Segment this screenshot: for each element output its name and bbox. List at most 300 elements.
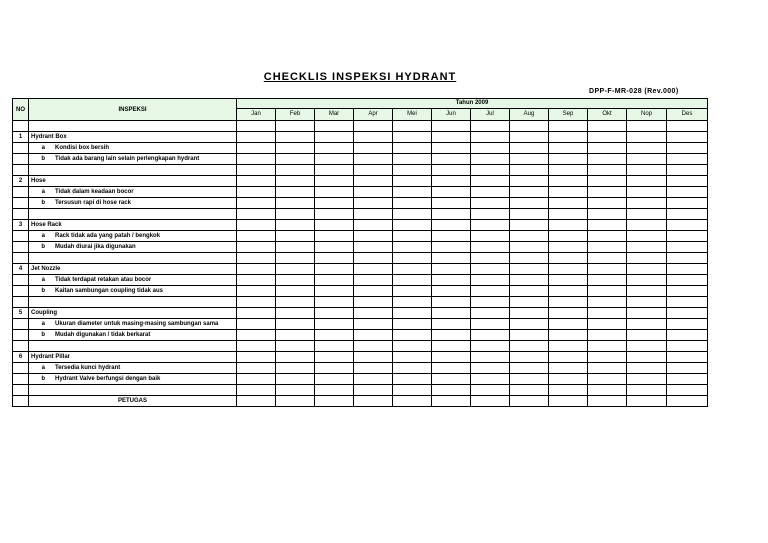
check-cell[interactable] xyxy=(237,352,276,363)
check-cell[interactable] xyxy=(549,242,588,253)
check-cell[interactable] xyxy=(237,220,276,231)
check-cell[interactable] xyxy=(588,385,627,396)
check-cell[interactable] xyxy=(315,231,354,242)
check-cell[interactable] xyxy=(510,330,549,341)
check-cell[interactable] xyxy=(315,330,354,341)
check-cell[interactable] xyxy=(432,253,471,264)
check-cell[interactable] xyxy=(237,187,276,198)
check-cell[interactable] xyxy=(315,275,354,286)
check-cell[interactable] xyxy=(315,165,354,176)
check-cell[interactable] xyxy=(471,121,510,132)
check-cell[interactable] xyxy=(471,220,510,231)
check-cell[interactable] xyxy=(471,176,510,187)
check-cell[interactable] xyxy=(276,154,315,165)
check-cell[interactable] xyxy=(393,154,432,165)
check-cell[interactable] xyxy=(276,165,315,176)
check-cell[interactable] xyxy=(510,242,549,253)
check-cell[interactable] xyxy=(432,176,471,187)
check-cell[interactable] xyxy=(510,220,549,231)
check-cell[interactable] xyxy=(667,253,708,264)
check-cell[interactable] xyxy=(354,231,393,242)
check-cell[interactable] xyxy=(549,330,588,341)
check-cell[interactable] xyxy=(432,385,471,396)
check-cell[interactable] xyxy=(237,176,276,187)
check-cell[interactable] xyxy=(393,396,432,407)
check-cell[interactable] xyxy=(393,143,432,154)
check-cell[interactable] xyxy=(549,253,588,264)
check-cell[interactable] xyxy=(315,121,354,132)
check-cell[interactable] xyxy=(276,264,315,275)
check-cell[interactable] xyxy=(432,275,471,286)
check-cell[interactable] xyxy=(627,220,667,231)
check-cell[interactable] xyxy=(667,209,708,220)
check-cell[interactable] xyxy=(276,209,315,220)
check-cell[interactable] xyxy=(432,165,471,176)
check-cell[interactable] xyxy=(237,374,276,385)
check-cell[interactable] xyxy=(471,319,510,330)
check-cell[interactable] xyxy=(393,165,432,176)
check-cell[interactable] xyxy=(510,341,549,352)
check-cell[interactable] xyxy=(510,319,549,330)
check-cell[interactable] xyxy=(627,154,667,165)
check-cell[interactable] xyxy=(354,308,393,319)
check-cell[interactable] xyxy=(276,220,315,231)
check-cell[interactable] xyxy=(237,132,276,143)
check-cell[interactable] xyxy=(549,385,588,396)
check-cell[interactable] xyxy=(471,132,510,143)
check-cell[interactable] xyxy=(276,352,315,363)
check-cell[interactable] xyxy=(510,297,549,308)
check-cell[interactable] xyxy=(667,220,708,231)
check-cell[interactable] xyxy=(510,176,549,187)
check-cell[interactable] xyxy=(627,242,667,253)
check-cell[interactable] xyxy=(393,242,432,253)
check-cell[interactable] xyxy=(667,176,708,187)
check-cell[interactable] xyxy=(549,363,588,374)
check-cell[interactable] xyxy=(667,374,708,385)
check-cell[interactable] xyxy=(393,385,432,396)
check-cell[interactable] xyxy=(354,121,393,132)
check-cell[interactable] xyxy=(276,286,315,297)
check-cell[interactable] xyxy=(549,341,588,352)
check-cell[interactable] xyxy=(276,275,315,286)
check-cell[interactable] xyxy=(549,231,588,242)
check-cell[interactable] xyxy=(627,253,667,264)
check-cell[interactable] xyxy=(276,297,315,308)
check-cell[interactable] xyxy=(667,165,708,176)
check-cell[interactable] xyxy=(627,231,667,242)
check-cell[interactable] xyxy=(315,209,354,220)
check-cell[interactable] xyxy=(393,341,432,352)
check-cell[interactable] xyxy=(627,264,667,275)
check-cell[interactable] xyxy=(471,165,510,176)
check-cell[interactable] xyxy=(432,209,471,220)
check-cell[interactable] xyxy=(627,341,667,352)
check-cell[interactable] xyxy=(471,396,510,407)
check-cell[interactable] xyxy=(510,209,549,220)
check-cell[interactable] xyxy=(588,154,627,165)
check-cell[interactable] xyxy=(432,286,471,297)
check-cell[interactable] xyxy=(549,143,588,154)
check-cell[interactable] xyxy=(510,308,549,319)
check-cell[interactable] xyxy=(393,231,432,242)
check-cell[interactable] xyxy=(549,187,588,198)
check-cell[interactable] xyxy=(667,143,708,154)
check-cell[interactable] xyxy=(432,308,471,319)
check-cell[interactable] xyxy=(276,176,315,187)
check-cell[interactable] xyxy=(627,165,667,176)
check-cell[interactable] xyxy=(432,352,471,363)
check-cell[interactable] xyxy=(354,264,393,275)
check-cell[interactable] xyxy=(354,154,393,165)
check-cell[interactable] xyxy=(276,385,315,396)
check-cell[interactable] xyxy=(393,264,432,275)
check-cell[interactable] xyxy=(354,396,393,407)
check-cell[interactable] xyxy=(627,374,667,385)
check-cell[interactable] xyxy=(471,209,510,220)
check-cell[interactable] xyxy=(588,143,627,154)
check-cell[interactable] xyxy=(627,198,667,209)
check-cell[interactable] xyxy=(237,330,276,341)
check-cell[interactable] xyxy=(432,198,471,209)
check-cell[interactable] xyxy=(393,132,432,143)
check-cell[interactable] xyxy=(667,352,708,363)
check-cell[interactable] xyxy=(393,121,432,132)
check-cell[interactable] xyxy=(276,187,315,198)
check-cell[interactable] xyxy=(276,396,315,407)
check-cell[interactable] xyxy=(627,132,667,143)
check-cell[interactable] xyxy=(315,143,354,154)
check-cell[interactable] xyxy=(432,319,471,330)
check-cell[interactable] xyxy=(237,264,276,275)
check-cell[interactable] xyxy=(354,352,393,363)
check-cell[interactable] xyxy=(510,187,549,198)
check-cell[interactable] xyxy=(667,297,708,308)
check-cell[interactable] xyxy=(276,132,315,143)
check-cell[interactable] xyxy=(237,385,276,396)
check-cell[interactable] xyxy=(627,209,667,220)
check-cell[interactable] xyxy=(588,264,627,275)
check-cell[interactable] xyxy=(354,187,393,198)
check-cell[interactable] xyxy=(510,264,549,275)
check-cell[interactable] xyxy=(393,220,432,231)
check-cell[interactable] xyxy=(237,231,276,242)
check-cell[interactable] xyxy=(667,187,708,198)
check-cell[interactable] xyxy=(588,231,627,242)
check-cell[interactable] xyxy=(276,363,315,374)
check-cell[interactable] xyxy=(237,308,276,319)
check-cell[interactable] xyxy=(549,352,588,363)
check-cell[interactable] xyxy=(510,198,549,209)
check-cell[interactable] xyxy=(354,253,393,264)
check-cell[interactable] xyxy=(393,374,432,385)
check-cell[interactable] xyxy=(354,385,393,396)
check-cell[interactable] xyxy=(510,286,549,297)
check-cell[interactable] xyxy=(588,352,627,363)
check-cell[interactable] xyxy=(315,286,354,297)
check-cell[interactable] xyxy=(237,275,276,286)
check-cell[interactable] xyxy=(549,132,588,143)
check-cell[interactable] xyxy=(588,319,627,330)
check-cell[interactable] xyxy=(315,187,354,198)
check-cell[interactable] xyxy=(510,231,549,242)
check-cell[interactable] xyxy=(471,341,510,352)
check-cell[interactable] xyxy=(354,275,393,286)
check-cell[interactable] xyxy=(354,143,393,154)
check-cell[interactable] xyxy=(354,374,393,385)
check-cell[interactable] xyxy=(549,264,588,275)
check-cell[interactable] xyxy=(588,308,627,319)
check-cell[interactable] xyxy=(354,242,393,253)
check-cell[interactable] xyxy=(237,165,276,176)
check-cell[interactable] xyxy=(510,121,549,132)
check-cell[interactable] xyxy=(393,308,432,319)
check-cell[interactable] xyxy=(432,231,471,242)
check-cell[interactable] xyxy=(354,330,393,341)
check-cell[interactable] xyxy=(667,341,708,352)
check-cell[interactable] xyxy=(549,165,588,176)
check-cell[interactable] xyxy=(276,143,315,154)
check-cell[interactable] xyxy=(315,242,354,253)
check-cell[interactable] xyxy=(315,363,354,374)
check-cell[interactable] xyxy=(432,220,471,231)
check-cell[interactable] xyxy=(627,319,667,330)
check-cell[interactable] xyxy=(237,143,276,154)
check-cell[interactable] xyxy=(471,330,510,341)
check-cell[interactable] xyxy=(627,385,667,396)
check-cell[interactable] xyxy=(588,187,627,198)
check-cell[interactable] xyxy=(667,264,708,275)
check-cell[interactable] xyxy=(432,330,471,341)
check-cell[interactable] xyxy=(549,176,588,187)
check-cell[interactable] xyxy=(432,121,471,132)
check-cell[interactable] xyxy=(549,374,588,385)
check-cell[interactable] xyxy=(627,396,667,407)
check-cell[interactable] xyxy=(588,209,627,220)
check-cell[interactable] xyxy=(627,352,667,363)
check-cell[interactable] xyxy=(237,121,276,132)
check-cell[interactable] xyxy=(354,286,393,297)
check-cell[interactable] xyxy=(510,352,549,363)
check-cell[interactable] xyxy=(276,374,315,385)
check-cell[interactable] xyxy=(510,363,549,374)
check-cell[interactable] xyxy=(549,319,588,330)
check-cell[interactable] xyxy=(588,253,627,264)
check-cell[interactable] xyxy=(393,352,432,363)
check-cell[interactable] xyxy=(471,253,510,264)
check-cell[interactable] xyxy=(549,396,588,407)
check-cell[interactable] xyxy=(393,209,432,220)
check-cell[interactable] xyxy=(510,275,549,286)
check-cell[interactable] xyxy=(471,374,510,385)
check-cell[interactable] xyxy=(432,242,471,253)
check-cell[interactable] xyxy=(667,242,708,253)
check-cell[interactable] xyxy=(237,341,276,352)
check-cell[interactable] xyxy=(354,209,393,220)
check-cell[interactable] xyxy=(432,374,471,385)
check-cell[interactable] xyxy=(627,308,667,319)
check-cell[interactable] xyxy=(315,341,354,352)
check-cell[interactable] xyxy=(393,198,432,209)
check-cell[interactable] xyxy=(237,363,276,374)
check-cell[interactable] xyxy=(549,286,588,297)
check-cell[interactable] xyxy=(276,198,315,209)
check-cell[interactable] xyxy=(354,220,393,231)
check-cell[interactable] xyxy=(237,253,276,264)
check-cell[interactable] xyxy=(667,132,708,143)
check-cell[interactable] xyxy=(432,132,471,143)
check-cell[interactable] xyxy=(354,319,393,330)
check-cell[interactable] xyxy=(237,209,276,220)
check-cell[interactable] xyxy=(393,297,432,308)
check-cell[interactable] xyxy=(510,165,549,176)
check-cell[interactable] xyxy=(237,297,276,308)
check-cell[interactable] xyxy=(588,275,627,286)
check-cell[interactable] xyxy=(393,187,432,198)
check-cell[interactable] xyxy=(627,121,667,132)
check-cell[interactable] xyxy=(667,275,708,286)
check-cell[interactable] xyxy=(588,165,627,176)
check-cell[interactable] xyxy=(276,242,315,253)
check-cell[interactable] xyxy=(667,154,708,165)
check-cell[interactable] xyxy=(471,154,510,165)
check-cell[interactable] xyxy=(315,176,354,187)
check-cell[interactable] xyxy=(432,264,471,275)
check-cell[interactable] xyxy=(315,385,354,396)
check-cell[interactable] xyxy=(393,253,432,264)
check-cell[interactable] xyxy=(510,396,549,407)
check-cell[interactable] xyxy=(315,308,354,319)
check-cell[interactable] xyxy=(276,121,315,132)
check-cell[interactable] xyxy=(432,187,471,198)
check-cell[interactable] xyxy=(393,330,432,341)
check-cell[interactable] xyxy=(276,308,315,319)
check-cell[interactable] xyxy=(588,374,627,385)
check-cell[interactable] xyxy=(432,143,471,154)
check-cell[interactable] xyxy=(627,297,667,308)
check-cell[interactable] xyxy=(432,297,471,308)
check-cell[interactable] xyxy=(510,253,549,264)
check-cell[interactable] xyxy=(549,308,588,319)
check-cell[interactable] xyxy=(627,330,667,341)
check-cell[interactable] xyxy=(354,165,393,176)
check-cell[interactable] xyxy=(315,253,354,264)
check-cell[interactable] xyxy=(510,385,549,396)
check-cell[interactable] xyxy=(393,363,432,374)
check-cell[interactable] xyxy=(549,220,588,231)
check-cell[interactable] xyxy=(354,297,393,308)
check-cell[interactable] xyxy=(471,286,510,297)
check-cell[interactable] xyxy=(276,330,315,341)
check-cell[interactable] xyxy=(588,121,627,132)
check-cell[interactable] xyxy=(432,363,471,374)
check-cell[interactable] xyxy=(627,363,667,374)
check-cell[interactable] xyxy=(627,286,667,297)
check-cell[interactable] xyxy=(588,341,627,352)
check-cell[interactable] xyxy=(588,330,627,341)
check-cell[interactable] xyxy=(471,308,510,319)
check-cell[interactable] xyxy=(315,264,354,275)
check-cell[interactable] xyxy=(354,176,393,187)
check-cell[interactable] xyxy=(276,341,315,352)
check-cell[interactable] xyxy=(667,363,708,374)
check-cell[interactable] xyxy=(393,319,432,330)
check-cell[interactable] xyxy=(667,396,708,407)
check-cell[interactable] xyxy=(471,385,510,396)
check-cell[interactable] xyxy=(510,154,549,165)
check-cell[interactable] xyxy=(393,286,432,297)
check-cell[interactable] xyxy=(549,275,588,286)
check-cell[interactable] xyxy=(276,319,315,330)
check-cell[interactable] xyxy=(432,396,471,407)
check-cell[interactable] xyxy=(354,363,393,374)
check-cell[interactable] xyxy=(510,132,549,143)
check-cell[interactable] xyxy=(237,198,276,209)
check-cell[interactable] xyxy=(354,341,393,352)
check-cell[interactable] xyxy=(471,297,510,308)
check-cell[interactable] xyxy=(667,231,708,242)
check-cell[interactable] xyxy=(315,319,354,330)
check-cell[interactable] xyxy=(667,121,708,132)
check-cell[interactable] xyxy=(237,154,276,165)
check-cell[interactable] xyxy=(471,242,510,253)
check-cell[interactable] xyxy=(510,143,549,154)
check-cell[interactable] xyxy=(471,231,510,242)
check-cell[interactable] xyxy=(315,396,354,407)
check-cell[interactable] xyxy=(237,286,276,297)
check-cell[interactable] xyxy=(667,286,708,297)
check-cell[interactable] xyxy=(315,132,354,143)
check-cell[interactable] xyxy=(432,341,471,352)
check-cell[interactable] xyxy=(588,297,627,308)
check-cell[interactable] xyxy=(315,352,354,363)
check-cell[interactable] xyxy=(510,374,549,385)
check-cell[interactable] xyxy=(588,132,627,143)
check-cell[interactable] xyxy=(667,308,708,319)
check-cell[interactable] xyxy=(667,385,708,396)
check-cell[interactable] xyxy=(549,209,588,220)
check-cell[interactable] xyxy=(588,176,627,187)
check-cell[interactable] xyxy=(471,352,510,363)
check-cell[interactable] xyxy=(588,220,627,231)
check-cell[interactable] xyxy=(315,374,354,385)
check-cell[interactable] xyxy=(471,264,510,275)
check-cell[interactable] xyxy=(471,275,510,286)
check-cell[interactable] xyxy=(354,132,393,143)
check-cell[interactable] xyxy=(315,154,354,165)
check-cell[interactable] xyxy=(471,187,510,198)
check-cell[interactable] xyxy=(549,297,588,308)
check-cell[interactable] xyxy=(393,275,432,286)
check-cell[interactable] xyxy=(549,198,588,209)
check-cell[interactable] xyxy=(471,198,510,209)
check-cell[interactable] xyxy=(588,242,627,253)
check-cell[interactable] xyxy=(667,198,708,209)
check-cell[interactable] xyxy=(588,363,627,374)
check-cell[interactable] xyxy=(276,231,315,242)
check-cell[interactable] xyxy=(667,330,708,341)
check-cell[interactable] xyxy=(237,242,276,253)
check-cell[interactable] xyxy=(354,198,393,209)
check-cell[interactable] xyxy=(471,363,510,374)
check-cell[interactable] xyxy=(393,176,432,187)
check-cell[interactable] xyxy=(432,154,471,165)
check-cell[interactable] xyxy=(588,396,627,407)
check-cell[interactable] xyxy=(549,154,588,165)
check-cell[interactable] xyxy=(627,143,667,154)
check-cell[interactable] xyxy=(627,275,667,286)
check-cell[interactable] xyxy=(588,198,627,209)
